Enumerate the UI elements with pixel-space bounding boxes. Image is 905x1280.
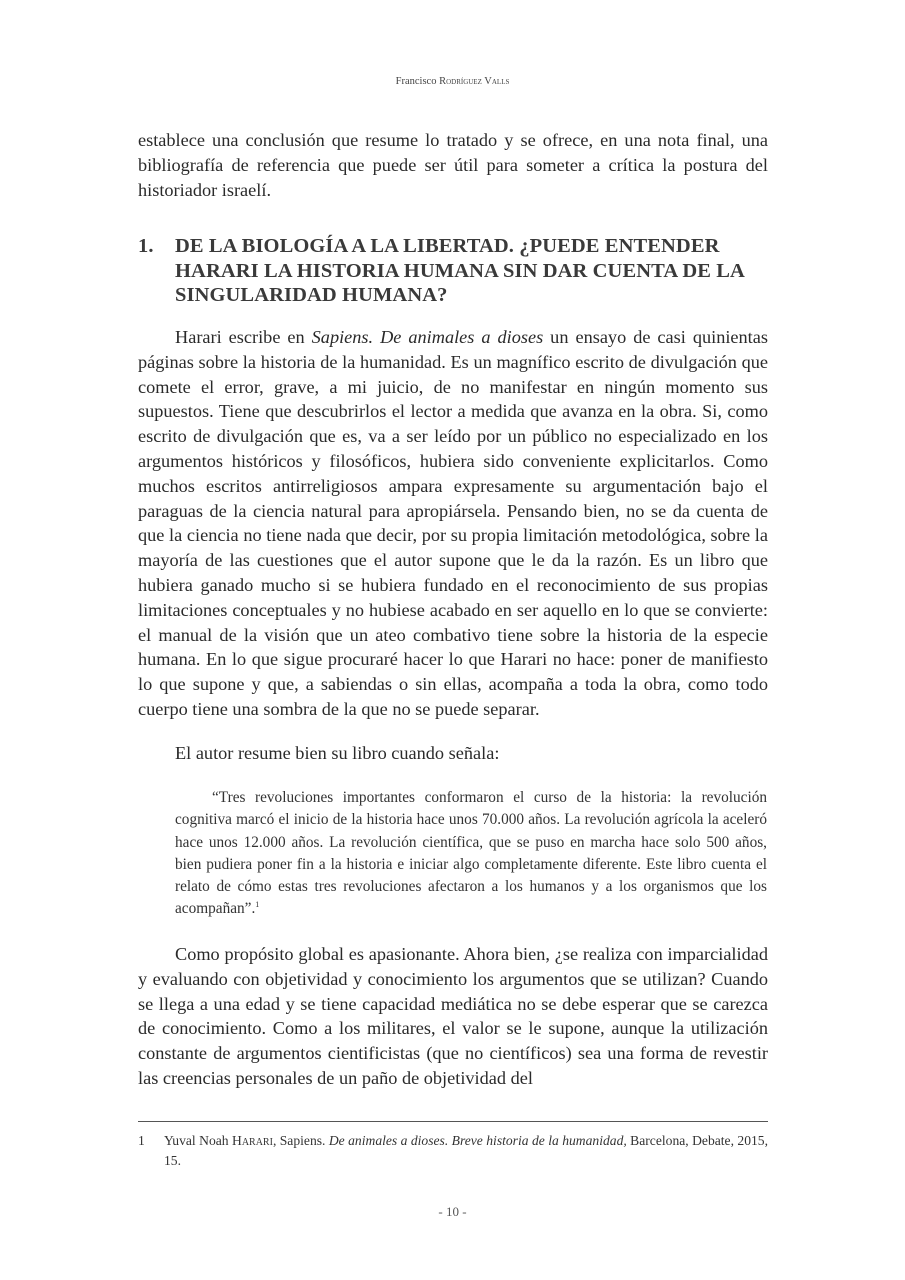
quote-lead-in: El autor resume bien su libro cuando señala: xyxy=(175,743,500,763)
footnote-author-prefix: Yuval Noah xyxy=(164,1133,232,1148)
block-quote xyxy=(175,787,767,921)
main-paragraph-start: Harari escribe en xyxy=(175,327,312,347)
section-heading xyxy=(138,234,768,308)
main-paragraph-rest: un ensayo de casi quinientas páginas sobre la historia de la humanidad. Es un magnífico escrito de divulgación que comete el error, grave, a mi juicio, de no manifestar en ningún momento sus supuestos. Tiene que descubrirlos el lector a medida que avanza en la obra. Si, como escrito de divulgación que es, va a ser leído por un público no especializado en los argumentos históricos y filosóficos, hubiera sido conveniente explicitarlos. Como muchos escritos antirreligiosos ampara expresamente su argumentación bajo el paraguas de la ciencia natural para apropiársela. Pensando bien, no se da cuenta de que la ciencia no tiene nada que decir, por su propia limitación metodológica, sobre la mayoría de las cuestiones que el autor supone que le da la razón. Es un libro que hubiera ganado mucho si se hubiera fundado en el reconocimiento de sus propias limitaciones conceptuales y no hubiese acabado en ser aquello en lo que se convierte: el manual de la visión que un ateo combativo tiene sobre la historia de la especie humana. En lo que sigue procuraré hacer lo que Harari no hace: poner de manifiesto lo que supone y que, a sabiendas o sin ellas, acompaña a toda la obra, como todo cuerpo tiene una sombra de la que no se puede separar. xyxy=(138,327,768,719)
section-title: DE LA BIOLOGÍA A LA LIBERTAD. ¿PUEDE ENTENDER HARARI LA HISTORIA HUMANA SIN DAR CUENTA DE LA SINGULARIDAD HUMANA? xyxy=(175,235,744,306)
header-author-last: Rodríguez Valls xyxy=(439,76,510,87)
book-title: Sapiens. De animales a dioses xyxy=(311,327,544,347)
header-author-first: Francisco xyxy=(395,76,437,87)
footnote-book-italic: De animales a dioses. Breve historia de la humanidad, xyxy=(328,1133,627,1148)
footnote-text xyxy=(164,1131,768,1171)
following-paragraph: Como propósito global es apasionante. Ahora bien, ¿se realiza con imparcialidad y evaluando con objetividad y conocimiento los argumentos que se utilizan? Cuando se llega a una edad y se tiene capacidad mediática no se debe esperar que se carezca de conocimiento. Como a los militares, el valor se le supone, aunque la utilización constante de argumentos cientificistas (que no científicos) sea una forma de revestir las creencias personales de un paño de objetividad del xyxy=(138,944,768,1088)
quote-text: “Tres revoluciones importantes conformaron el curso de la historia: la revolución cognitiva marcó el inicio de la historia hace unos 70.000 años. La revolución agrícola la aceleró hace unos 12.000 años. La revolución científica, que se puso en marcha hace solo 500 años, bien pudiera poner fin a la historia e iniciar algo completamente diferente. Este libro cuenta el relato de cómo estas tres revoluciones afectaron a los humanos y a los organismos que los acompañan”. xyxy=(175,789,767,918)
footnote-book-plain: , Sapiens. xyxy=(272,1133,329,1148)
footnote-divider xyxy=(138,1121,768,1122)
page-number: - 10 - xyxy=(438,1204,467,1219)
main-paragraph xyxy=(138,325,768,722)
section-number: 1. xyxy=(138,235,154,257)
footnote-reference: 1 xyxy=(255,900,260,910)
footnote xyxy=(138,1131,768,1171)
footnote-author-surname: Harari xyxy=(232,1133,273,1148)
footnote-publication: Barcelona, Debate, 2015, 15. xyxy=(164,1133,768,1168)
running-header xyxy=(0,76,905,87)
intro-paragraph: establece una conclusión que resume lo tratado y se ofrece, en una nota final, una bibliografía de referencia que puede ser útil para someter a crítica la postura del historiador israelí. xyxy=(138,130,768,200)
footnote-number: 1 xyxy=(138,1133,145,1148)
